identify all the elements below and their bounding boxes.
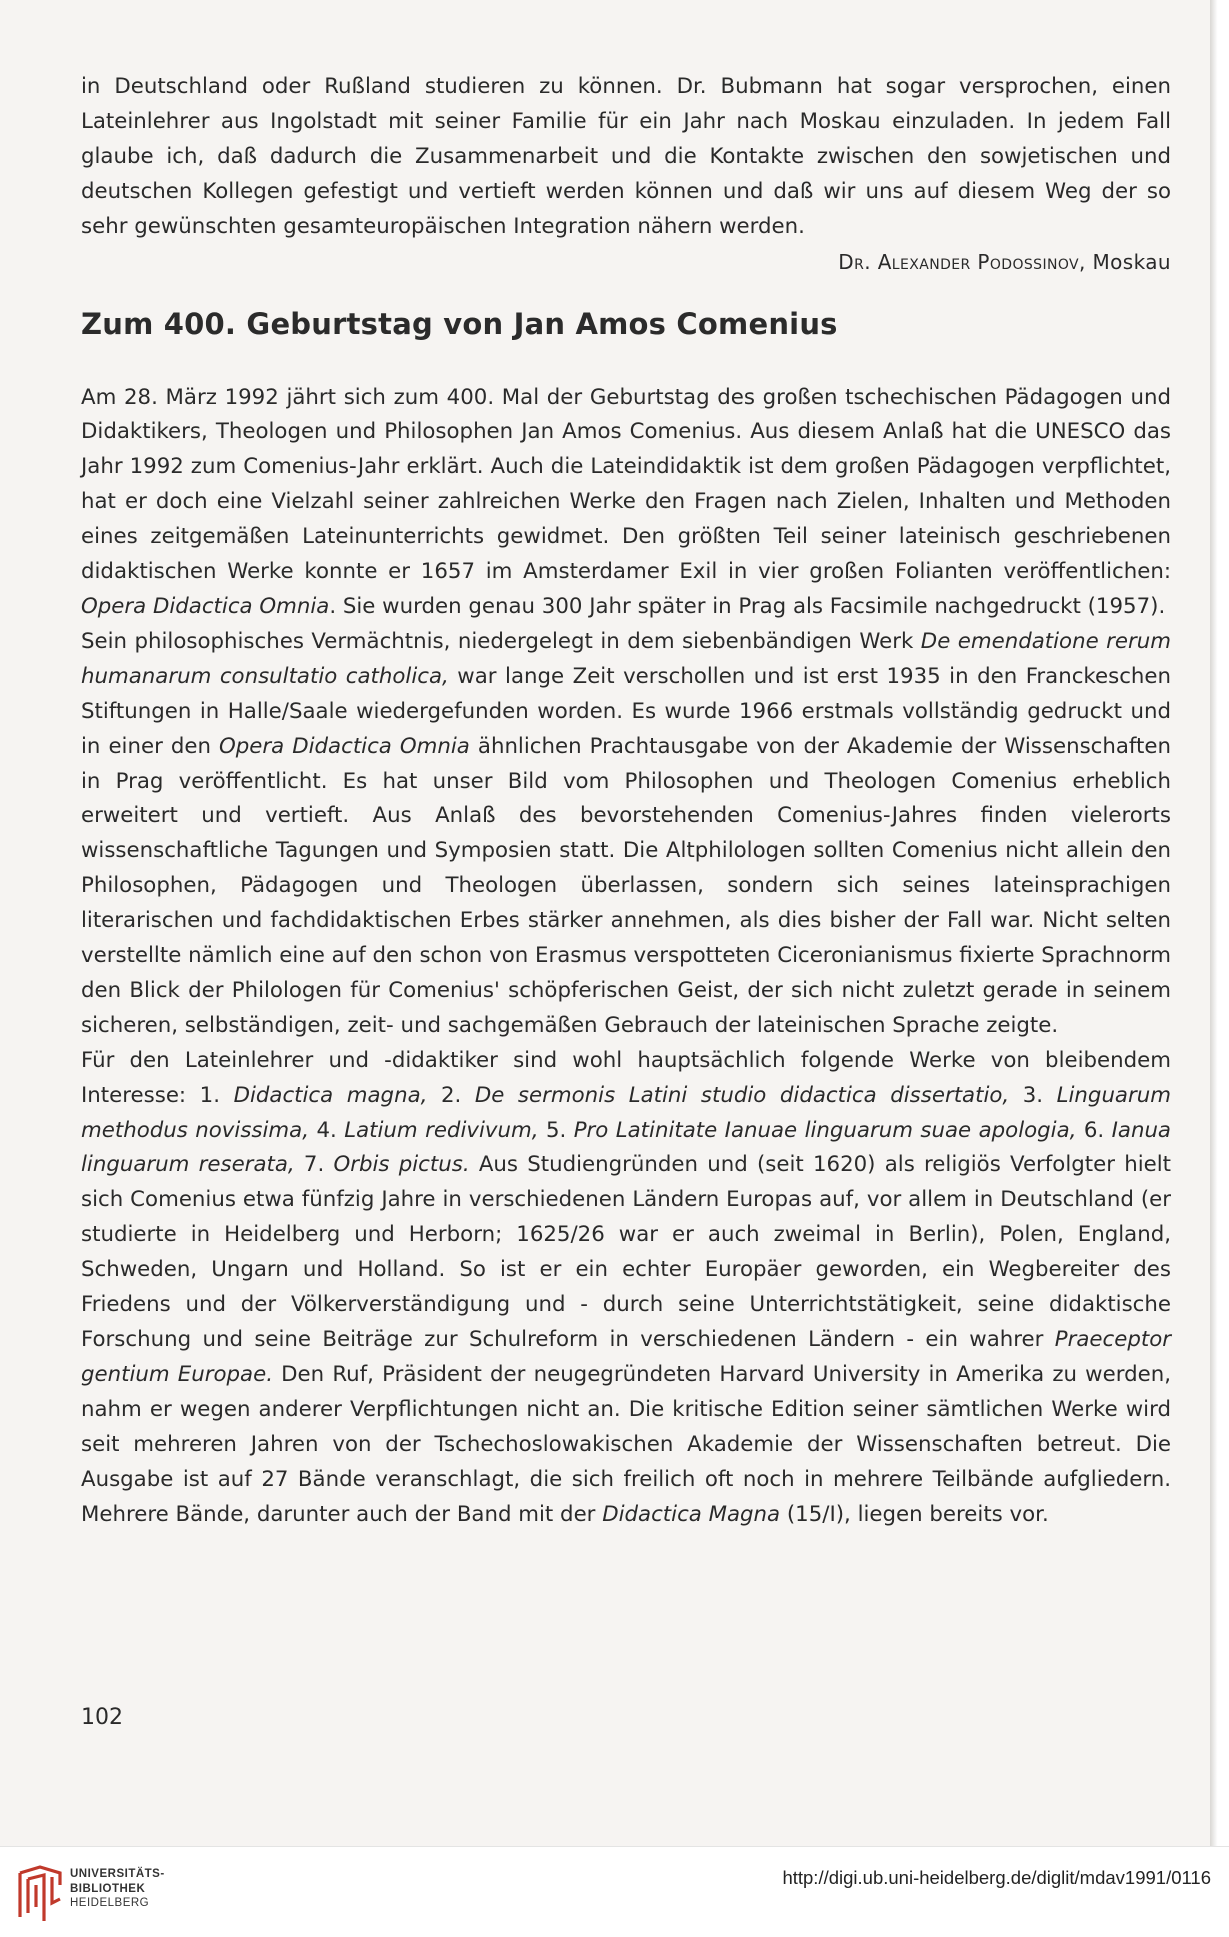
italic-work-title: Ianua linguarum reserata, (81, 1117, 1171, 1178)
text-run: 3. (1009, 1082, 1057, 1108)
text-run: 4. (309, 1117, 345, 1143)
text-run: in Deutschland oder Rußland studieren zu können. Dr. Bubmann hat sogar versprochen, einen Lateinlehrer aus Ingolstadt mit seiner Familie für ein Jahr nach Moskau einzuladen. In jedem Fall glaube ich, daß dadurch die Zusammenarbeit und die Kontakte zwischen den sowjetischen und deutschen Kollegen gefestigt und vertieft werden können und daß wir uns auf diesem Weg der so sehr gewünschten gesamteuropäischen Integration nähern werden. (81, 74, 1171, 239)
italic-work-title: Linguarum methodus novissima, (81, 1082, 1171, 1143)
text-run: war lange Zeit verschollen und ist erst 1935 in den Franckeschen Stiftungen in Halle/Saale wiedergefunden worden. Es wurde 1966 erstmals vollständig gedruckt und in einer den (81, 663, 1172, 759)
article-paragraph (81, 381, 1171, 625)
library-name-line3: HEIDELBERG (70, 1897, 150, 1909)
italic-work-title: Orbis pictus. (333, 1152, 470, 1178)
text-run: 5. (538, 1117, 574, 1143)
intro-paragraph (81, 70, 1171, 245)
italic-work-title: Pro Latinitate Ianuae linguarum suae apologia, (573, 1117, 1077, 1143)
signature-place: , Moskau (1079, 249, 1171, 274)
italic-work-title: De emendatione rerum humanarum consultatio catholica, (81, 628, 1171, 689)
italic-work-title: Didactica magna, (233, 1082, 428, 1108)
library-name-line2: BIBLIOTHEK (70, 1882, 146, 1895)
italic-work-title: De sermonis Latini studio didactica dissertatio, (474, 1082, 1010, 1108)
page-number: 102 (81, 1705, 123, 1730)
italic-work-title: Didactica Magna (602, 1501, 781, 1527)
footer-bar (0, 1846, 1229, 1937)
italic-work-title: Praeceptor gentium Europae. (81, 1327, 1171, 1387)
text-run: Den Ruf, Präsident der neugegründeten Harvard University in Amerika zu werden, nahm er wegen anderer Verpflichtungen nicht an. Die kritische Edition seiner sämtlichen Werke wird seit mehreren Jahren von der Tschechoslowakischen Akademie der Wissenschaften betreut. Die Ausgabe ist auf 27 Bände veranschlagt, die sich freilich oft noch in mehrere Teilbände aufgliedern. Mehrere Bände, darunter auch der Band mit der (81, 1361, 1171, 1527)
library-logo-icon (14, 1863, 66, 1923)
text-run: Am 28. März 1992 jährt sich zum 400. Mal der Geburtstag des großen tschechischen Pädagogen und Didaktikers, Theologen und Philosophen Jan Amos Comenius. Aus diesem Anlaß hat die UNESCO das Jahr 1992 zum Comenius-Jahr erklärt. Auch die Lateindidaktik ist dem großen Pädagogen verpflichtet, hat er doch eine Vielzahl seiner zahlreichen Werke den Fragen nach Zielen, Inhalten und Methoden eines zeitgemäßen Lateinunterrichts gewidmet. Den größten Teil seiner lateinisch geschriebenen didaktischen Werke konnte er 1657 im Amsterdamer Exil in vier großen Folianten veröffentlichen: (81, 384, 1171, 585)
article-body (81, 381, 1171, 1533)
text-run: (15/I), liegen bereits vor. (780, 1501, 1049, 1527)
text-run: 6. (1076, 1117, 1112, 1143)
signature (81, 245, 1171, 279)
text-run: 2. (427, 1082, 475, 1108)
article-paragraph (81, 625, 1171, 1044)
library-name-line1: UNIVERSITÄTS- (70, 1868, 165, 1880)
article-title: Zum 400. Geburtstag von Jan Amos Comenius (81, 306, 838, 341)
page-body (81, 70, 1171, 1532)
italic-work-title: Latium redivivum, (344, 1117, 539, 1143)
source-url-link[interactable]: http://digi.ub.uni-heidelberg.de/diglit/mdav1991/0116 (782, 1867, 1211, 1888)
text-run: Aus Studiengründen und (seit 1620) als religiös Verfolgter hielt sich Comenius etwa fünfzig Jahre in verschiedenen Ländern Europas auf, vor allem in Deutschland (er studierte in Heidelberg und Herborn; 1625/26 war er auch zweimal in Berlin), Polen, England, Schweden, Ungarn und Holland. So ist er ein echter Europäer geworden, ein Wegbereiter des Friedens und der Völkerverständigung und - durch seine Unterrichtstätigkeit, seine didaktische Forschung und seine Beiträge zur Schulreform in verschiedenen Ländern - ein wahrer (81, 1152, 1171, 1352)
italic-work-title: Opera Didactica Omnia (219, 733, 470, 759)
text-run: ähnlichen Prachtausgabe von der Akademie der Wissenschaften in Prag veröffentlicht. Es hat unser Bild vom Philosophen und Theologen Comenius erheblich erweitert und vertieft. Aus Anlaß des bevorstehenden Comenius-Jahres finden vielerorts wissenschaftliche Tagungen und Symposien statt. Die Altphilologen sollten Comenius nicht allein den Philosophen, Pädagogen und Theologen überlassen, sondern sich seines lateinsprachigen literarischen und fachdidaktischen Erbes stärker annehmen, als dies bisher der Fall war. Nicht selten verstellte nämlich eine auf den schon von Erasmus verspotteten Ciceronianismus fixierte Sprachnorm den Blick der Philologen für Comenius' schöpferischen Geist, der sich nicht zuletzt gerade in seinem sicheren, selbständigen, zeit- und sachgemäßen Gebrauch der lateinischen Sprache zeigte. (81, 733, 1171, 1038)
italic-work-title: Opera Didactica Omnia (81, 593, 330, 619)
signature-name: Dr. Alexander Podossinov (838, 249, 1079, 274)
text-run: Sein philosophisches Vermächtnis, niedergelegt in dem siebenbändigen Werk (81, 628, 921, 654)
page-edge (1210, 0, 1229, 1846)
text-run: 7. (294, 1152, 334, 1178)
text-run: Für den Lateinlehrer und -didaktiker sind wohl hauptsächlich folgende Werke von bleibendem Interesse: 1. (81, 1047, 1171, 1108)
text-run: . Sie wurden genau 300 Jahr später in Prag als Facsimile nachgedruckt (1957). (329, 593, 1166, 619)
library-name (70, 1867, 165, 1911)
article-paragraph (81, 1044, 1171, 1533)
